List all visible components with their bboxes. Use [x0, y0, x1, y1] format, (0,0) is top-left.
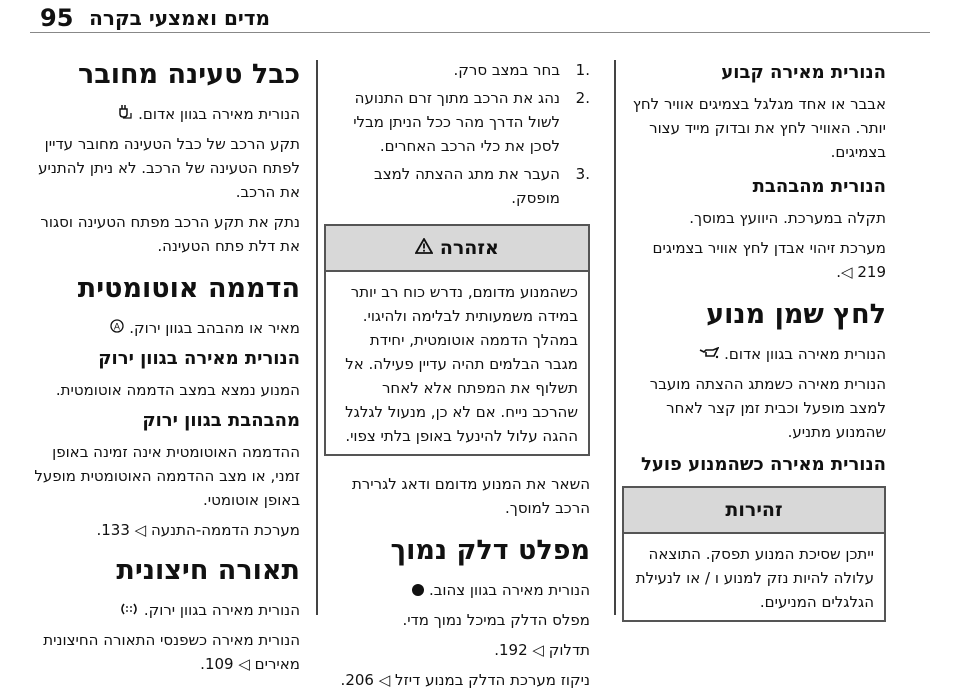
paragraph	[324, 578, 590, 602]
warning-triangle-icon	[415, 236, 433, 260]
plug-icon	[117, 102, 133, 126]
oil-can-icon	[699, 342, 719, 366]
paragraph: השאר את המנוע מדומם ודאג לגרירת הרכב למוסך.	[351, 475, 590, 517]
page-number: 95	[40, 4, 74, 32]
page-reference: מערכת הדממה-התנעה ◁ 133.	[96, 521, 300, 539]
column-divider-left	[316, 60, 318, 615]
section-title: כבל טעינה מחובר	[77, 59, 300, 90]
list-item: .1 בחר במצב סרק.	[453, 61, 590, 79]
fuel-indicator-icon	[412, 584, 424, 596]
paragraph-text: הנורית מאירה בגוון אדום.	[138, 105, 300, 123]
paragraph-text: הנורית מאירה בגוון אדום.	[724, 345, 886, 363]
page-header	[0, 0, 960, 36]
paragraph-text: הנורית מאירה בגוון ירוק.	[143, 601, 300, 619]
paragraph	[26, 102, 300, 126]
exterior-lights-icon	[119, 598, 139, 622]
column-right	[622, 58, 886, 638]
section-title: מפלט דלק נמוך	[390, 535, 590, 566]
paragraph	[26, 316, 300, 340]
header-divider	[30, 32, 930, 33]
section-title: הנורית מאירה קבוע	[721, 62, 886, 83]
steps-list	[324, 58, 590, 210]
paragraph: תקע הרכב של כבל הטעינה מחובר עדיין לפתח הטעינה של הרכב. לא ניתן להתניע את הרכב.	[38, 135, 300, 201]
paragraph: תקלה במערכת. היוועץ במוסך.	[689, 209, 886, 227]
warning-label: אזהרה	[439, 237, 499, 259]
paragraph	[622, 342, 886, 366]
caution-text: ייתכן שסיכת המנוע תפסק. התוצאה עלולה להיות נזק למנוע ו / או לנעילת הגלגלים המניעים.	[635, 545, 874, 611]
paragraph: נתק את תקע הרכב מפתח הטעינה וסגור את דלת פתח הטעינה.	[40, 213, 300, 255]
paragraph-text: הנורית מאירה בגוון צהוב.	[428, 581, 590, 599]
section-title: הנורית מאירה כשהמנוע פועל	[640, 454, 886, 475]
column-divider-right	[614, 60, 616, 615]
warning-text: כשהמנוע מדומם, נדרש כוח רב יותר במידה משמעותית לבלימה ולהיגוי. במהלך הדממה אוטומטית, יחידת מגבר הבלמים תהיה עדיין פעילה. אל תשלוף את המפתח אלא לאחר שהרכב נייח. אם לא כן, מנעול לגלגל ההגה עלול להינעל באופן בלתי צפוי.	[345, 283, 578, 445]
list-item: .2 נהג את הרכב מתוך זרם התנועה לשול הדרך מהר ככל הניתן מבלי לסכן את כלי הרכב האחרים.	[353, 89, 590, 155]
section-title: הדממה אוטומטית	[77, 273, 300, 304]
caution-title: זהירות	[624, 488, 884, 534]
auto-stop-icon	[110, 316, 124, 340]
warning-box	[324, 224, 590, 456]
paragraph: המנוע נמצא במצב הדממה אוטומטית.	[55, 381, 300, 399]
paragraph: אבבר או אחד מגלגל בצמיגים אוויר לחץ יותר. האוויר לחץ את ובדוק מייד עצור בצמיגים.	[632, 95, 886, 161]
paragraph: הנורית מאירה כשפנסי התאורה החיצונית מאירים ◁ 109.	[43, 631, 300, 673]
list-item: .3 העבר את מתג ההצתה למצב מופסק.	[374, 165, 590, 207]
paragraph: מפלס הדלק במיכל נמוך מדי.	[402, 611, 590, 629]
section-title: מהבהבת בגוון ירוק	[142, 410, 300, 431]
svg-text:A: A	[114, 322, 121, 333]
page-reference: 219 ◁.	[836, 263, 886, 281]
paragraph: ניקוז מערכת הדלק במנוע דיזל ◁ 206.	[340, 671, 590, 689]
section-title: הנורית מאירה בגוון ירוק	[98, 348, 300, 369]
paragraph: ההדממה האוטומטית אינה זמינה באופן זמני, או מצב ההדממה האוטומטית מופעל באופן אוטומטי.	[34, 443, 300, 509]
paragraph	[26, 598, 300, 622]
paragraph-text: מערכת זיהוי אבדן לחץ אוויר בצמיגים	[652, 239, 886, 257]
column-middle	[324, 58, 590, 698]
section-title: תאורה חיצונית	[116, 555, 300, 586]
section-title: לחץ שמן מנוע	[706, 299, 886, 330]
paragraph-text: מאיר או מהבהב בגוון ירוק.	[129, 319, 300, 337]
column-left	[26, 58, 300, 682]
paragraph: הנורית מאירה כשמתג ההצתה מועבר למצב מופעל וכבית זמן קצר לאחר שהמנוע מתניע.	[649, 375, 886, 441]
paragraph	[622, 236, 886, 284]
page-title: מדים ואמצעי בקרה	[89, 6, 270, 30]
section-title: הנורית מהבהבת	[752, 176, 886, 197]
caution-box	[622, 486, 886, 622]
page-reference: תדלוק ◁ 192.	[494, 641, 590, 659]
warning-title	[326, 226, 588, 272]
